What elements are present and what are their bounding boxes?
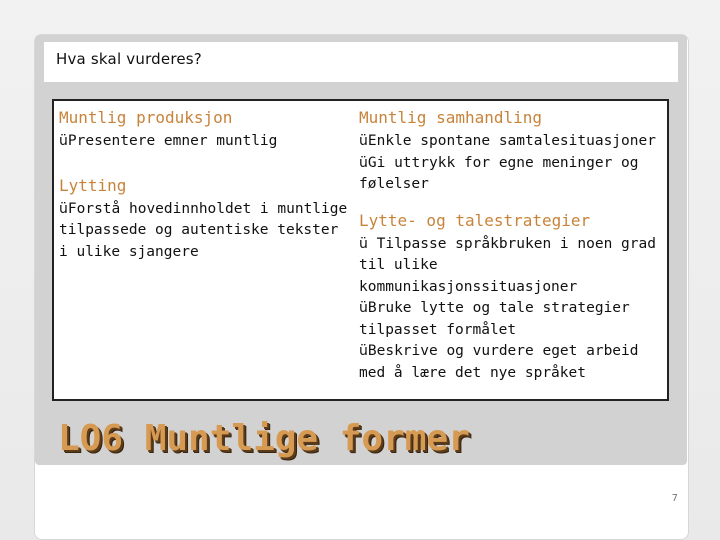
left-column bbox=[59, 107, 349, 263]
bullet-text: Tilpasse språkbruken i noen grad til ulike kommunikasjonssituasjoner bbox=[359, 235, 656, 295]
bullet-text: Bruke lytte og tale strategier tilpasset formålet bbox=[359, 300, 630, 338]
bullet-text: Forstå hovedinnholdet i muntlige tilpassede og autentiske tekster i ulike sjangere bbox=[59, 200, 348, 260]
page-number: 7 bbox=[671, 493, 678, 504]
section-heading-muntlig-produksjon: Muntlig produksjon bbox=[59, 108, 233, 127]
bullet-text: Presentere emner muntlig bbox=[67, 133, 278, 149]
checkmark-icon: ü bbox=[359, 133, 368, 149]
list-item bbox=[359, 131, 659, 153]
bullet-text: Beskrive og vurdere eget arbeid med å lære det nye språket bbox=[359, 343, 639, 381]
content-table bbox=[52, 99, 669, 401]
question-text: Hva skal vurderes? bbox=[56, 50, 202, 68]
checkmark-icon: ü bbox=[359, 300, 368, 316]
slide-title: LO6 Muntlige former bbox=[58, 418, 470, 459]
list-item bbox=[359, 341, 659, 384]
checkmark-icon: ü bbox=[59, 200, 68, 217]
checkmark-icon: ü bbox=[359, 235, 368, 252]
list-item bbox=[59, 199, 349, 264]
section-heading-lytte-og-talestrategier: Lytte- og talestrategier bbox=[359, 210, 591, 230]
bullet-text: Gi uttrykk for egne meninger og følelser bbox=[359, 154, 639, 192]
section-heading-lytting: Lytting bbox=[59, 175, 127, 195]
list-item bbox=[359, 234, 659, 299]
list-item bbox=[359, 298, 659, 341]
list-item bbox=[59, 131, 349, 153]
checkmark-icon: ü bbox=[359, 343, 368, 359]
checkmark-icon: ü bbox=[359, 154, 368, 171]
bullet-text: Enkle spontane samtalesituasjoner bbox=[367, 133, 656, 149]
checkmark-icon: ü bbox=[59, 133, 68, 149]
section-heading-muntlig-samhandling: Muntlig samhandling bbox=[359, 108, 543, 127]
list-item bbox=[359, 153, 659, 196]
right-column bbox=[359, 107, 659, 384]
